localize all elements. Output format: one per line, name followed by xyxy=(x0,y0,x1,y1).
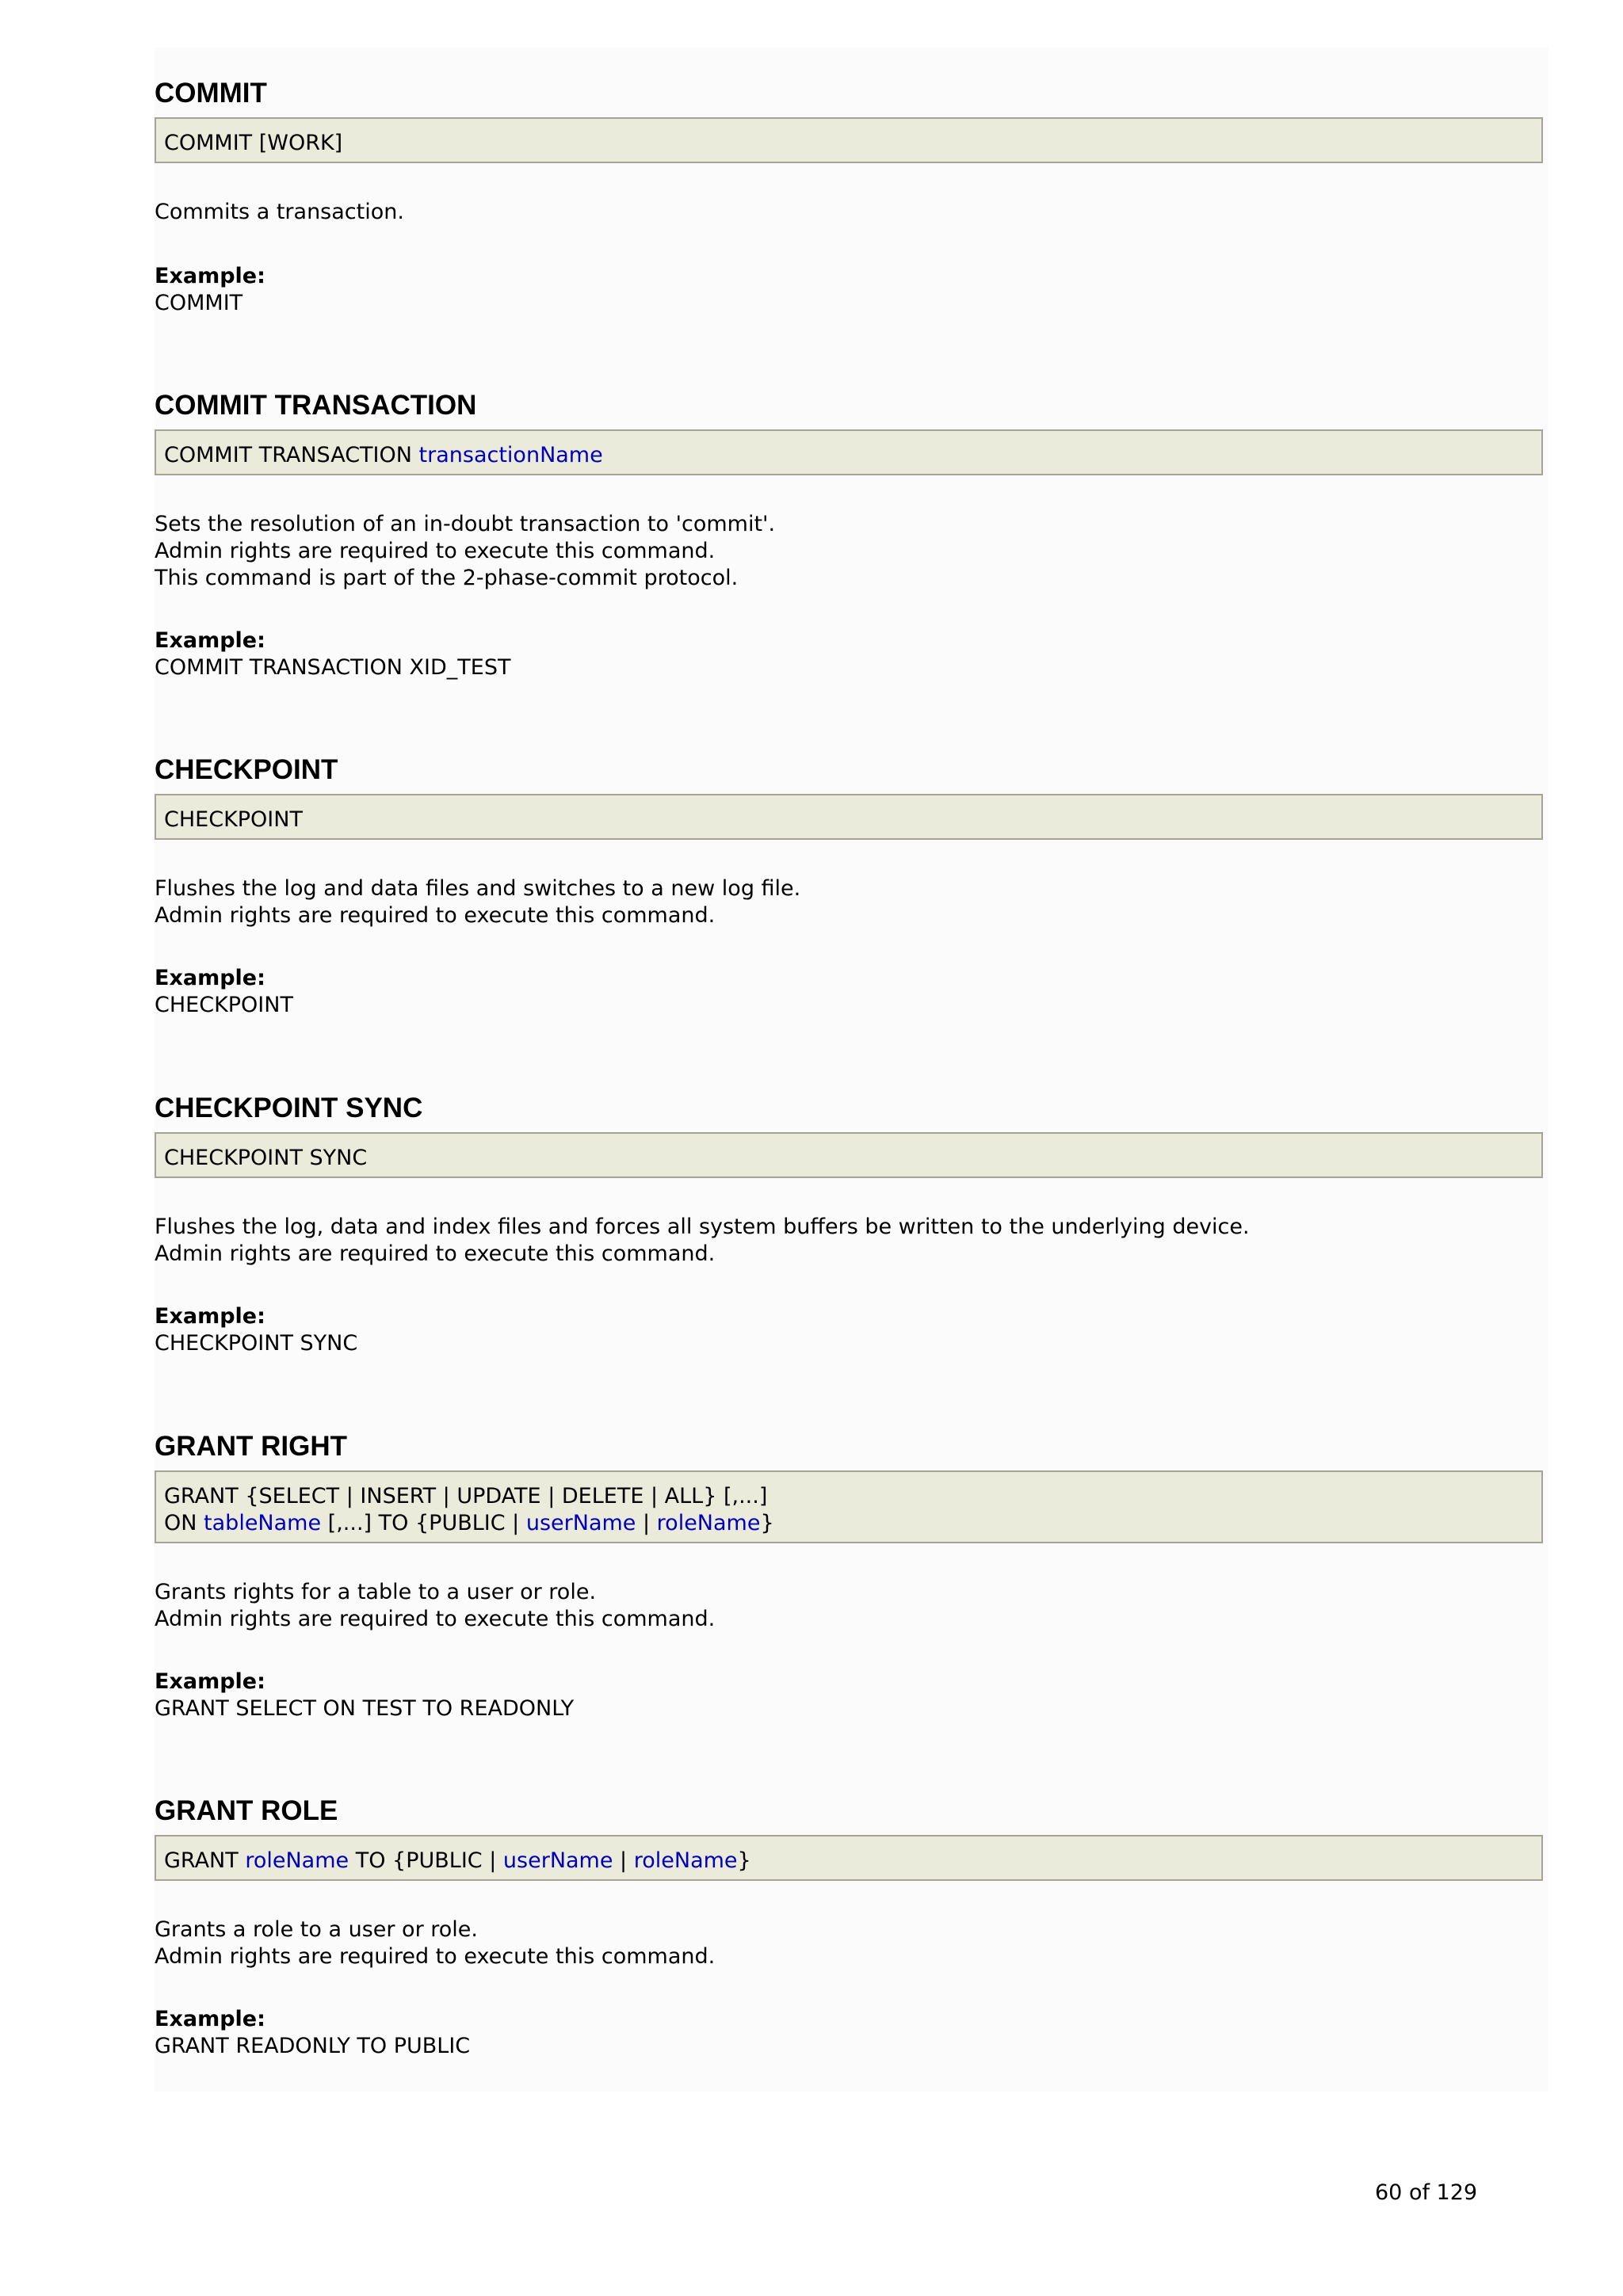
syntax-line xyxy=(164,807,1533,833)
syntax-box xyxy=(155,429,1543,475)
syntax-box xyxy=(155,794,1543,840)
syntax-box xyxy=(155,1132,1543,1178)
syntax-box xyxy=(155,1470,1543,1543)
description-line: Commits a transaction. xyxy=(155,200,404,224)
description-line: Admin rights are required to execute this command. xyxy=(155,1241,716,1266)
syntax-line xyxy=(164,130,1533,157)
syntax-keyword: COMMIT TRANSACTION xyxy=(164,443,419,467)
description xyxy=(155,875,800,929)
description-line: Flushes the log and data files and switches to a new log file. xyxy=(155,876,801,901)
section-title: COMMIT xyxy=(155,78,267,109)
syntax-box xyxy=(155,1835,1543,1881)
syntax-variable: transactionName xyxy=(418,443,603,467)
syntax-line xyxy=(164,1145,1533,1172)
syntax-keyword: | xyxy=(613,1848,634,1873)
syntax-variable: roleName xyxy=(245,1848,349,1873)
page-number: 60 of 129 xyxy=(1375,2180,1478,2205)
syntax-line xyxy=(164,1510,1533,1537)
syntax-keyword: GRANT xyxy=(164,1848,246,1873)
syntax-variable: tableName xyxy=(204,1511,322,1535)
syntax-variable: roleName xyxy=(633,1848,738,1873)
syntax-line xyxy=(164,1483,1533,1510)
description xyxy=(155,1917,715,1970)
example-label: Example: xyxy=(155,1669,265,1694)
description-line: Admin rights are required to execute this command. xyxy=(155,1944,716,1969)
syntax-keyword: CHECKPOINT SYNC xyxy=(164,1146,368,1170)
syntax-variable: roleName xyxy=(656,1511,761,1535)
description-line: Sets the resolution of an in-doubt transaction to 'commit'. xyxy=(155,512,776,536)
description xyxy=(155,511,775,592)
content-area xyxy=(155,48,1548,2092)
description-line: Flushes the log, data and index files and forces all system buffers be written to the underlying device. xyxy=(155,1215,1250,1239)
syntax-keyword: } xyxy=(737,1848,751,1873)
example-code: GRANT SELECT ON TEST TO READONLY xyxy=(155,1696,575,1721)
example-label: Example: xyxy=(155,264,265,288)
section-title: GRANT RIGHT xyxy=(155,1431,348,1462)
example-label: Example: xyxy=(155,966,265,990)
example-label: Example: xyxy=(155,2007,265,2031)
syntax-keyword: CHECKPOINT xyxy=(164,807,303,832)
syntax-box xyxy=(155,117,1543,163)
description xyxy=(155,1214,1250,1268)
section-title: GRANT ROLE xyxy=(155,1795,338,1826)
syntax-variable: userName xyxy=(502,1848,613,1873)
section-title: CHECKPOINT xyxy=(155,754,338,785)
syntax-keyword: GRANT {SELECT | INSERT | UPDATE | DELETE | ALL} [,...] xyxy=(164,1484,768,1508)
syntax-keyword: | xyxy=(636,1511,657,1535)
syntax-keyword: TO {PUBLIC | xyxy=(349,1848,503,1873)
example-code: COMMIT TRANSACTION XID_TEST xyxy=(155,655,511,680)
description xyxy=(155,1579,715,1633)
description-line: Grants a role to a user or role. xyxy=(155,1917,478,1942)
example-code: GRANT READONLY TO PUBLIC xyxy=(155,2034,471,2058)
syntax-variable: userName xyxy=(525,1511,636,1535)
example-code: COMMIT xyxy=(155,291,243,315)
syntax-keyword: [,...] TO {PUBLIC | xyxy=(321,1511,526,1535)
example-label: Example: xyxy=(155,1304,265,1329)
example-label: Example: xyxy=(155,628,265,653)
description-line: Admin rights are required to execute this command. xyxy=(155,903,716,928)
description-line: This command is part of the 2-phase-commit protocol. xyxy=(155,566,739,590)
section-title: CHECKPOINT SYNC xyxy=(155,1093,423,1123)
syntax-line xyxy=(164,442,1533,469)
syntax-keyword: COMMIT [WORK] xyxy=(164,131,343,155)
description-line: Admin rights are required to execute this command. xyxy=(155,1607,716,1631)
description-line: Admin rights are required to execute this command. xyxy=(155,539,716,563)
example-code: CHECKPOINT SYNC xyxy=(155,1331,358,1356)
syntax-line xyxy=(164,1848,1533,1875)
example-code: CHECKPOINT xyxy=(155,993,293,1017)
syntax-keyword: } xyxy=(760,1511,774,1535)
section-title: COMMIT TRANSACTION xyxy=(155,390,477,421)
syntax-keyword: ON xyxy=(164,1511,204,1535)
description xyxy=(155,199,404,226)
description-line: Grants rights for a table to a user or role. xyxy=(155,1580,597,1604)
